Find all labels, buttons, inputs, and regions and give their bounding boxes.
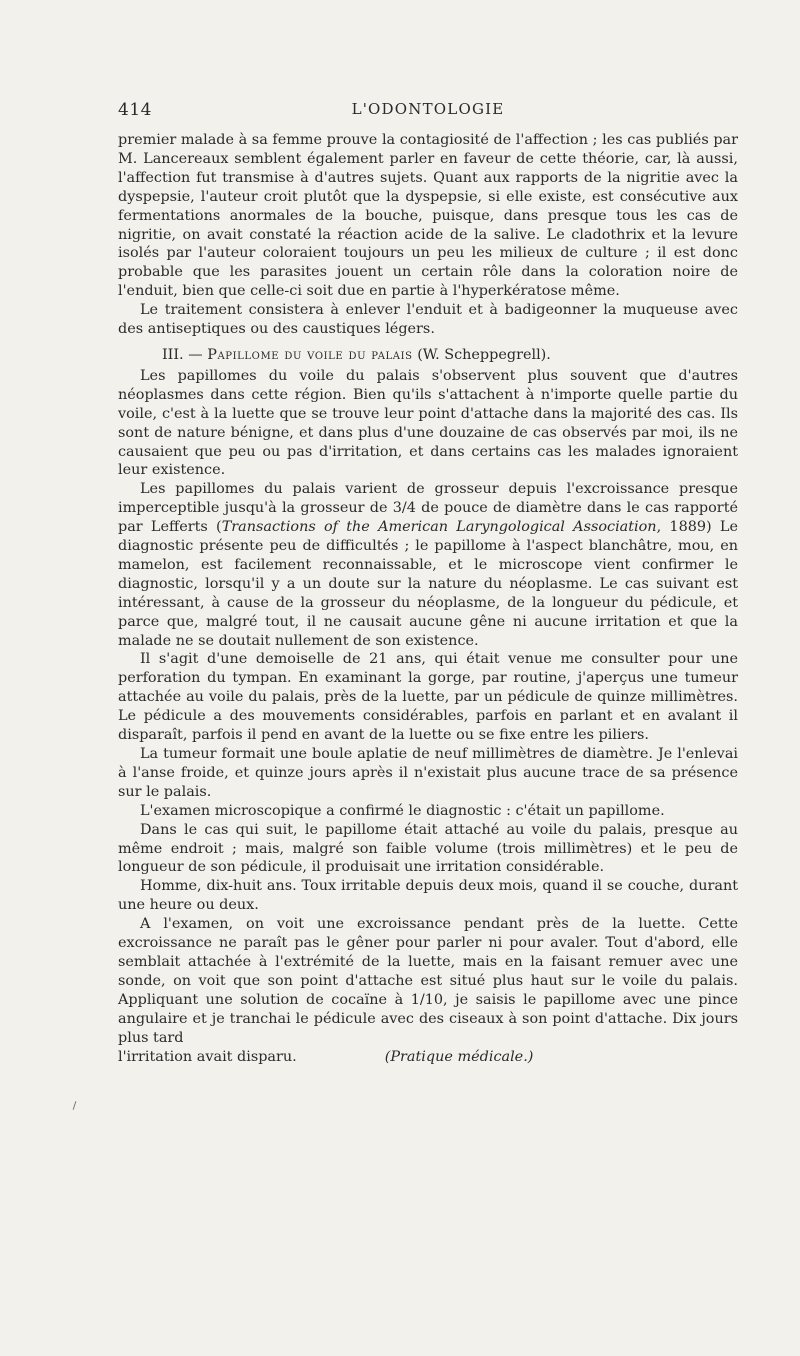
- paragraph-cas-demoiselle: Il s'agit d'une demoiselle de 21 ans, qui était venue me consulter pour une perforation du tympan. En examinant la gorge, par routine, j'aperçus une tumeur attachée au voile du palais, près de la luette, par un pédicule de quinze millimètres. Le pédicule a des mouvements considérables, parfois en parlant et en avalant il disparaît, parfois il pend en avant de la luette ou se fixe entre les piliers.: [118, 651, 738, 744]
- section-author: (W. Scheppegrell).: [417, 346, 551, 363]
- margin-mark: [73, 1101, 77, 1110]
- running-title: L'ODONTOLOGIE: [351, 100, 505, 118]
- page-number: 414: [118, 100, 152, 120]
- paragraph-second-cas: Dans le cas qui suit, le papillome était attaché au voile du palais, presque au même endroit ; mais, malgré son faible volume (trois millimètres) et le peu de longueur de son pédicule, il produisait une irritation considérable.: [118, 821, 738, 876]
- paragraph-papillomes-frequence: Les papillomes du voile du palais s'observent plus souvent que d'autres néoplasmes dans cette région. Bien qu'ils s'attachent à n'importe quelle partie du voile, c'est à la luette que se trouve leur point d'attache dans la majorité des cas. Ils sont de nature bénigne, et dans plus d'une douzaine de cas observés par moi, ils ne causaient que peu ou pas d'irritation, et dans certains cas les malades ignoraient leur existence.: [118, 367, 738, 479]
- paragraph-part: Les papillomes du palais varient de grosseur depuis l'excroissance presque imperceptible jusqu'à la grosseur de 3/4 de pouce de diamètre dans le cas rapporté par Lefferts (: [118, 481, 738, 536]
- citation-title: Transactions of the American Laryngological Association: [221, 519, 657, 536]
- paragraph-homme: Homme, dix-huit ans. Toux irritable depuis deux mois, quand il se couche, durant une heure ou deux.: [118, 878, 738, 914]
- paragraph-examen-microscopique: L'examen microscopique a confirmé le diagnostic : c'était un papillome.: [140, 802, 665, 819]
- paragraph-part: , 1889) Le diagnostic présente peu de difficultés ; le papillome à l'aspect blanchâtre, mou, en mamelon, est facilement reconnaissable, et le microscope vient confirmer le diagnostic, lorsqu'il y a un doute sur la nature du néoplasme. Le cas suivant est intéressant, à cause de la grosseur du néoplasme, de la longueur du pédicule, et parce que, malgré tout, il ne causait aucune gêne ni aucune irritation et que la malade ne se doutait nullement de son existence.: [118, 519, 738, 649]
- page-header: [118, 100, 738, 122]
- paragraph-examen: A l'examen, on voit une excroissance pendant près de la luette. Cette excroissance ne paraît pas le gêner pour parler ni pour avaler. Tout d'abord, elle semblait attachée à l'extrémité de la luette, mais en la faisant remuer avec une sonde, on voit que son point d'attache est situé plus haut sur le voile du palais. Appliquant une solution de cocaïne à 1/10, je saisis le papillome avec une pince angulaire et je tranchai le pédicule avec des ciseaux à son point d'attache. Dix jours plus tard: [118, 916, 738, 1046]
- paragraph-end: l'irritation avait disparu.: [118, 1048, 297, 1065]
- article-body: [118, 131, 738, 1066]
- source-citation: (Pratique médicale.): [384, 1048, 534, 1065]
- closing-line: [118, 1048, 738, 1067]
- section-heading: [118, 346, 738, 365]
- section-title: Papillome du voile du palais: [207, 346, 413, 363]
- paragraph-traitement: Le traitement consistera à enlever l'enduit et à badigeonner la muqueuse avec des antiseptiques ou des caustiques légers.: [118, 302, 738, 338]
- section-number: III.: [162, 346, 184, 363]
- section-dash: —: [188, 346, 203, 363]
- paragraph-nigritie-contagion: premier malade à sa femme prouve la contagiosité de l'affection ; les cas publiés par M. Lancereaux semblent également parler en faveur de cette théorie, car, là aussi, l'affection fut transmise à d'autres sujets. Quant aux rapports de la nigritie avec la dyspepsie, l'auteur croit plutôt que la dyspepsie, si elle existe, est consécutive aux fermentations anormales de la bouche, puisque, dans presque tous les cas de nigritie, on avait constaté la réaction acide de la salive. Le cladothrix et la levure isolés par l'auteur coloraient toujours un peu les milieux de culture ; il est donc probable que les parasites jouent un certain rôle dans la coloration noire de l'enduit, bien que celle-ci soit due en partie à l'hyperkératose même.: [118, 132, 738, 300]
- paragraph-tumeur: La tumeur formait une boule aplatie de neuf millimètres de diamètre. Je l'enlevai à l'anse froide, et quinze jours après il n'existait plus aucune trace de sa présence sur le palais.: [118, 746, 738, 800]
- paragraph-papillomes-grosseur: [118, 480, 738, 650]
